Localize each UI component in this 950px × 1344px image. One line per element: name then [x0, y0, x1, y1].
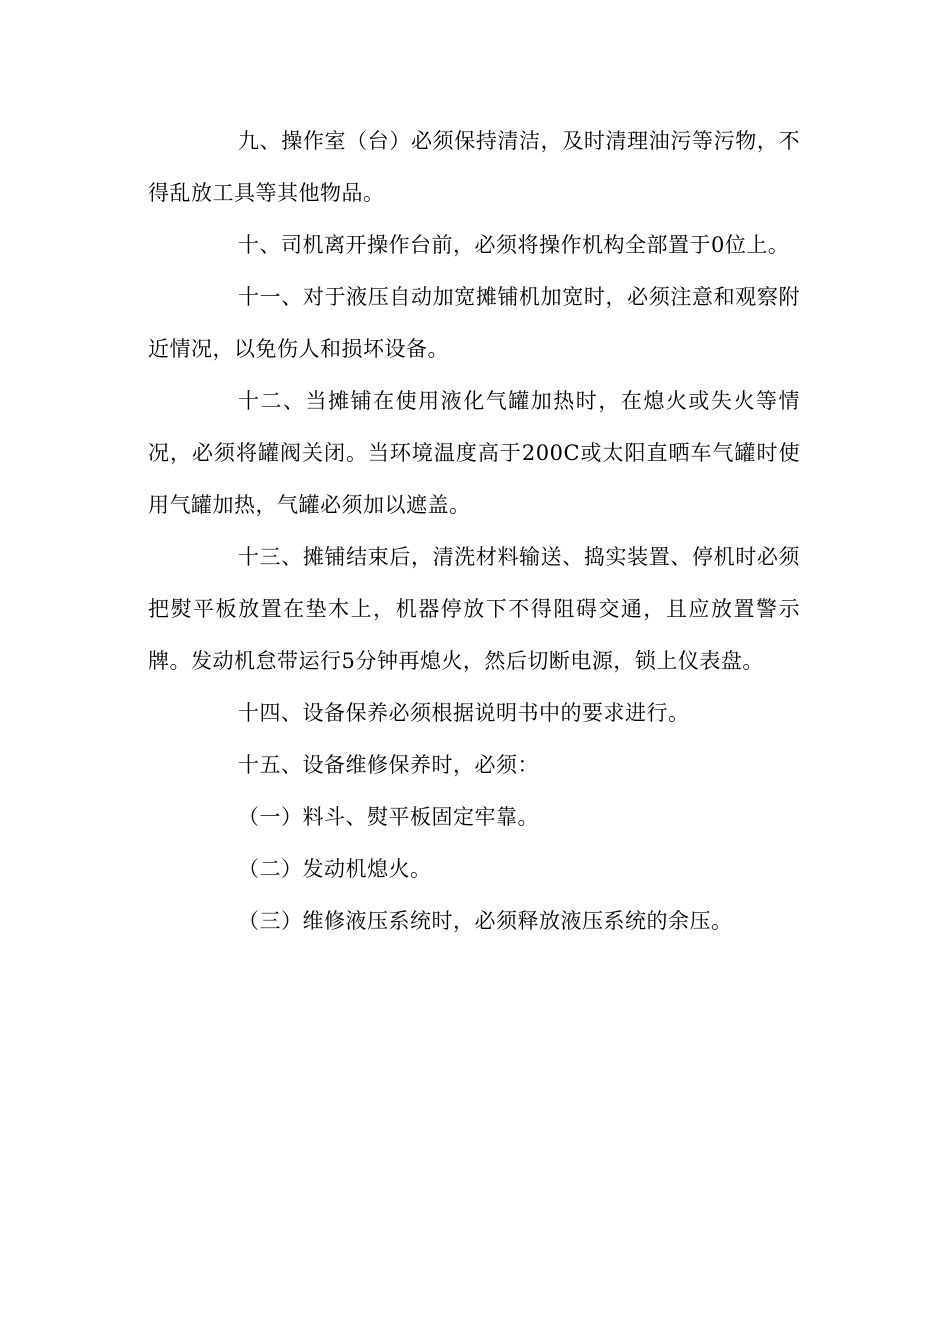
paragraph-12: 十二、当摊铺在使用液化气罐加热时，在熄火或失火等情况，必须将罐阀关闭。当环境温度高于200C或太阳直晒车气罐时使用气罐加热，气罐必须加以遮盖。	[148, 389, 800, 517]
document-body	[148, 115, 800, 947]
paragraph-14: 十四、设备保养必须根据说明书中的要求进行。	[238, 701, 690, 725]
paragraph-13: 十三、摊铺结束后，清洗材料输送、捣实装置、停机时必须把熨平板放置在垫木上，机器停放下不得阻碍交通，且应放置警示牌。发动机怠带运行5分钟再熄火，然后切断电源，锁上仪表盘。	[148, 545, 800, 673]
paragraph-15: 十五、设备维修保养时，必须：	[238, 753, 539, 777]
paragraph-9: 九、操作室（台）必须保持清洁，及时清理油污等污物，不得乱放工具等其他物品。	[148, 129, 800, 205]
sub-item-1: （一）料斗、熨平板固定牢靠。	[238, 805, 539, 829]
paragraph-11: 十一、对于液压自动加宽摊铺机加宽时，必须注意和观察附近情况，以免伤人和损坏设备。	[148, 285, 800, 361]
sub-item-2: （二）发动机熄火。	[238, 857, 432, 881]
sub-item-3: （三）维修液压系统时，必须释放液压系统的余压。	[238, 909, 733, 933]
paragraph-10: 十、司机离开操作台前，必须将操作机构全部置于0位上。	[238, 233, 790, 257]
